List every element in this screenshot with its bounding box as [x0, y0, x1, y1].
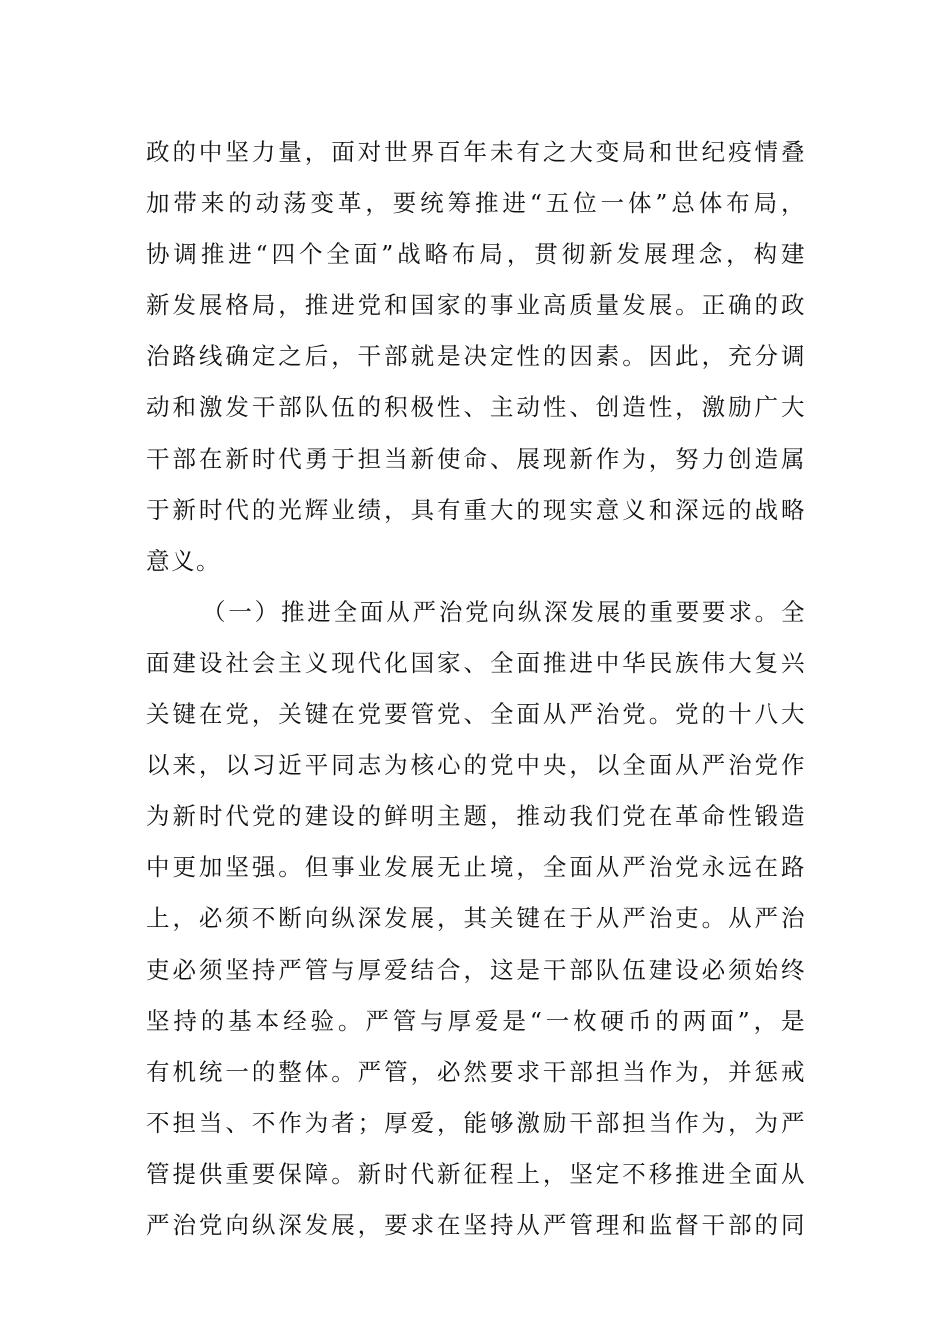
paragraph-line: 管提供重要保障。新时代新征程上，坚定不移推进全面从	[146, 1159, 806, 1188]
paragraph-line: 面建设社会主义现代化国家、全面推进中华民族伟大复兴	[146, 648, 806, 677]
paragraph-line: 关键在党，关键在党要管党、全面从严治党。党的十八大	[146, 700, 806, 729]
paragraph-line: 新发展格局，推进党和国家的事业高质量发展。正确的政	[146, 291, 806, 320]
paragraph-1	[146, 127, 806, 587]
paragraph-line-last: 意义。	[146, 546, 221, 575]
body-text	[146, 127, 806, 1251]
paragraph-line: 坚持的基本经验。严管与厚爱是“一枚硬币的两面”，是	[146, 1006, 806, 1035]
paragraph-line: 政的中坚力量，面对世界百年未有之大变局和世纪疫情叠	[146, 138, 806, 166]
paragraph-line: 有机统一的整体。严管，必然要求干部担当作为，并惩戒	[146, 1057, 806, 1086]
paragraph-line: 以来，以习近平同志为核心的党中央，以全面从严治党作	[146, 751, 806, 780]
paragraph-line: 动和激发干部队伍的积极性、主动性、创造性，激励广大	[146, 393, 806, 422]
paragraph-line: 治路线确定之后，干部就是决定性的因素。因此，充分调	[146, 342, 806, 371]
paragraph-line: 吏必须坚持严管与厚爱结合，这是干部队伍建设必须始终	[146, 955, 806, 984]
paragraph-line: 于新时代的光辉业绩，具有重大的现实意义和深远的战略	[146, 495, 806, 524]
paragraph-line: 为新时代党的建设的鲜明主题，推动我们党在革命性锻造	[146, 802, 806, 831]
paragraph-2	[146, 587, 806, 1251]
paragraph-line: 上，必须不断向纵深发展，其关键在于从严治吏。从严治	[146, 904, 806, 933]
paragraph-line: 干部在新时代勇于担当新使命、展现新作为，努力创造属	[146, 444, 806, 473]
paragraph-line: 协调推进“四个全面”战略布局，贯彻新发展理念，构建	[146, 240, 806, 269]
paragraph-line: 不担当、不作为者；厚爱，能够激励干部担当作为，为严	[146, 1108, 806, 1137]
paragraph-line: 严治党向纵深发展，要求在坚持从严管理和监督干部的同	[146, 1210, 806, 1239]
paragraph-line: 中更加坚强。但事业发展无止境，全面从严治党永远在路	[146, 853, 806, 882]
paragraph-line: 加带来的动荡变革，要统筹推进“五位一体”总体布局，	[146, 189, 806, 218]
paragraph-heading-line: （一）推进全面从严治党向纵深发展的重要要求。全	[202, 597, 806, 626]
